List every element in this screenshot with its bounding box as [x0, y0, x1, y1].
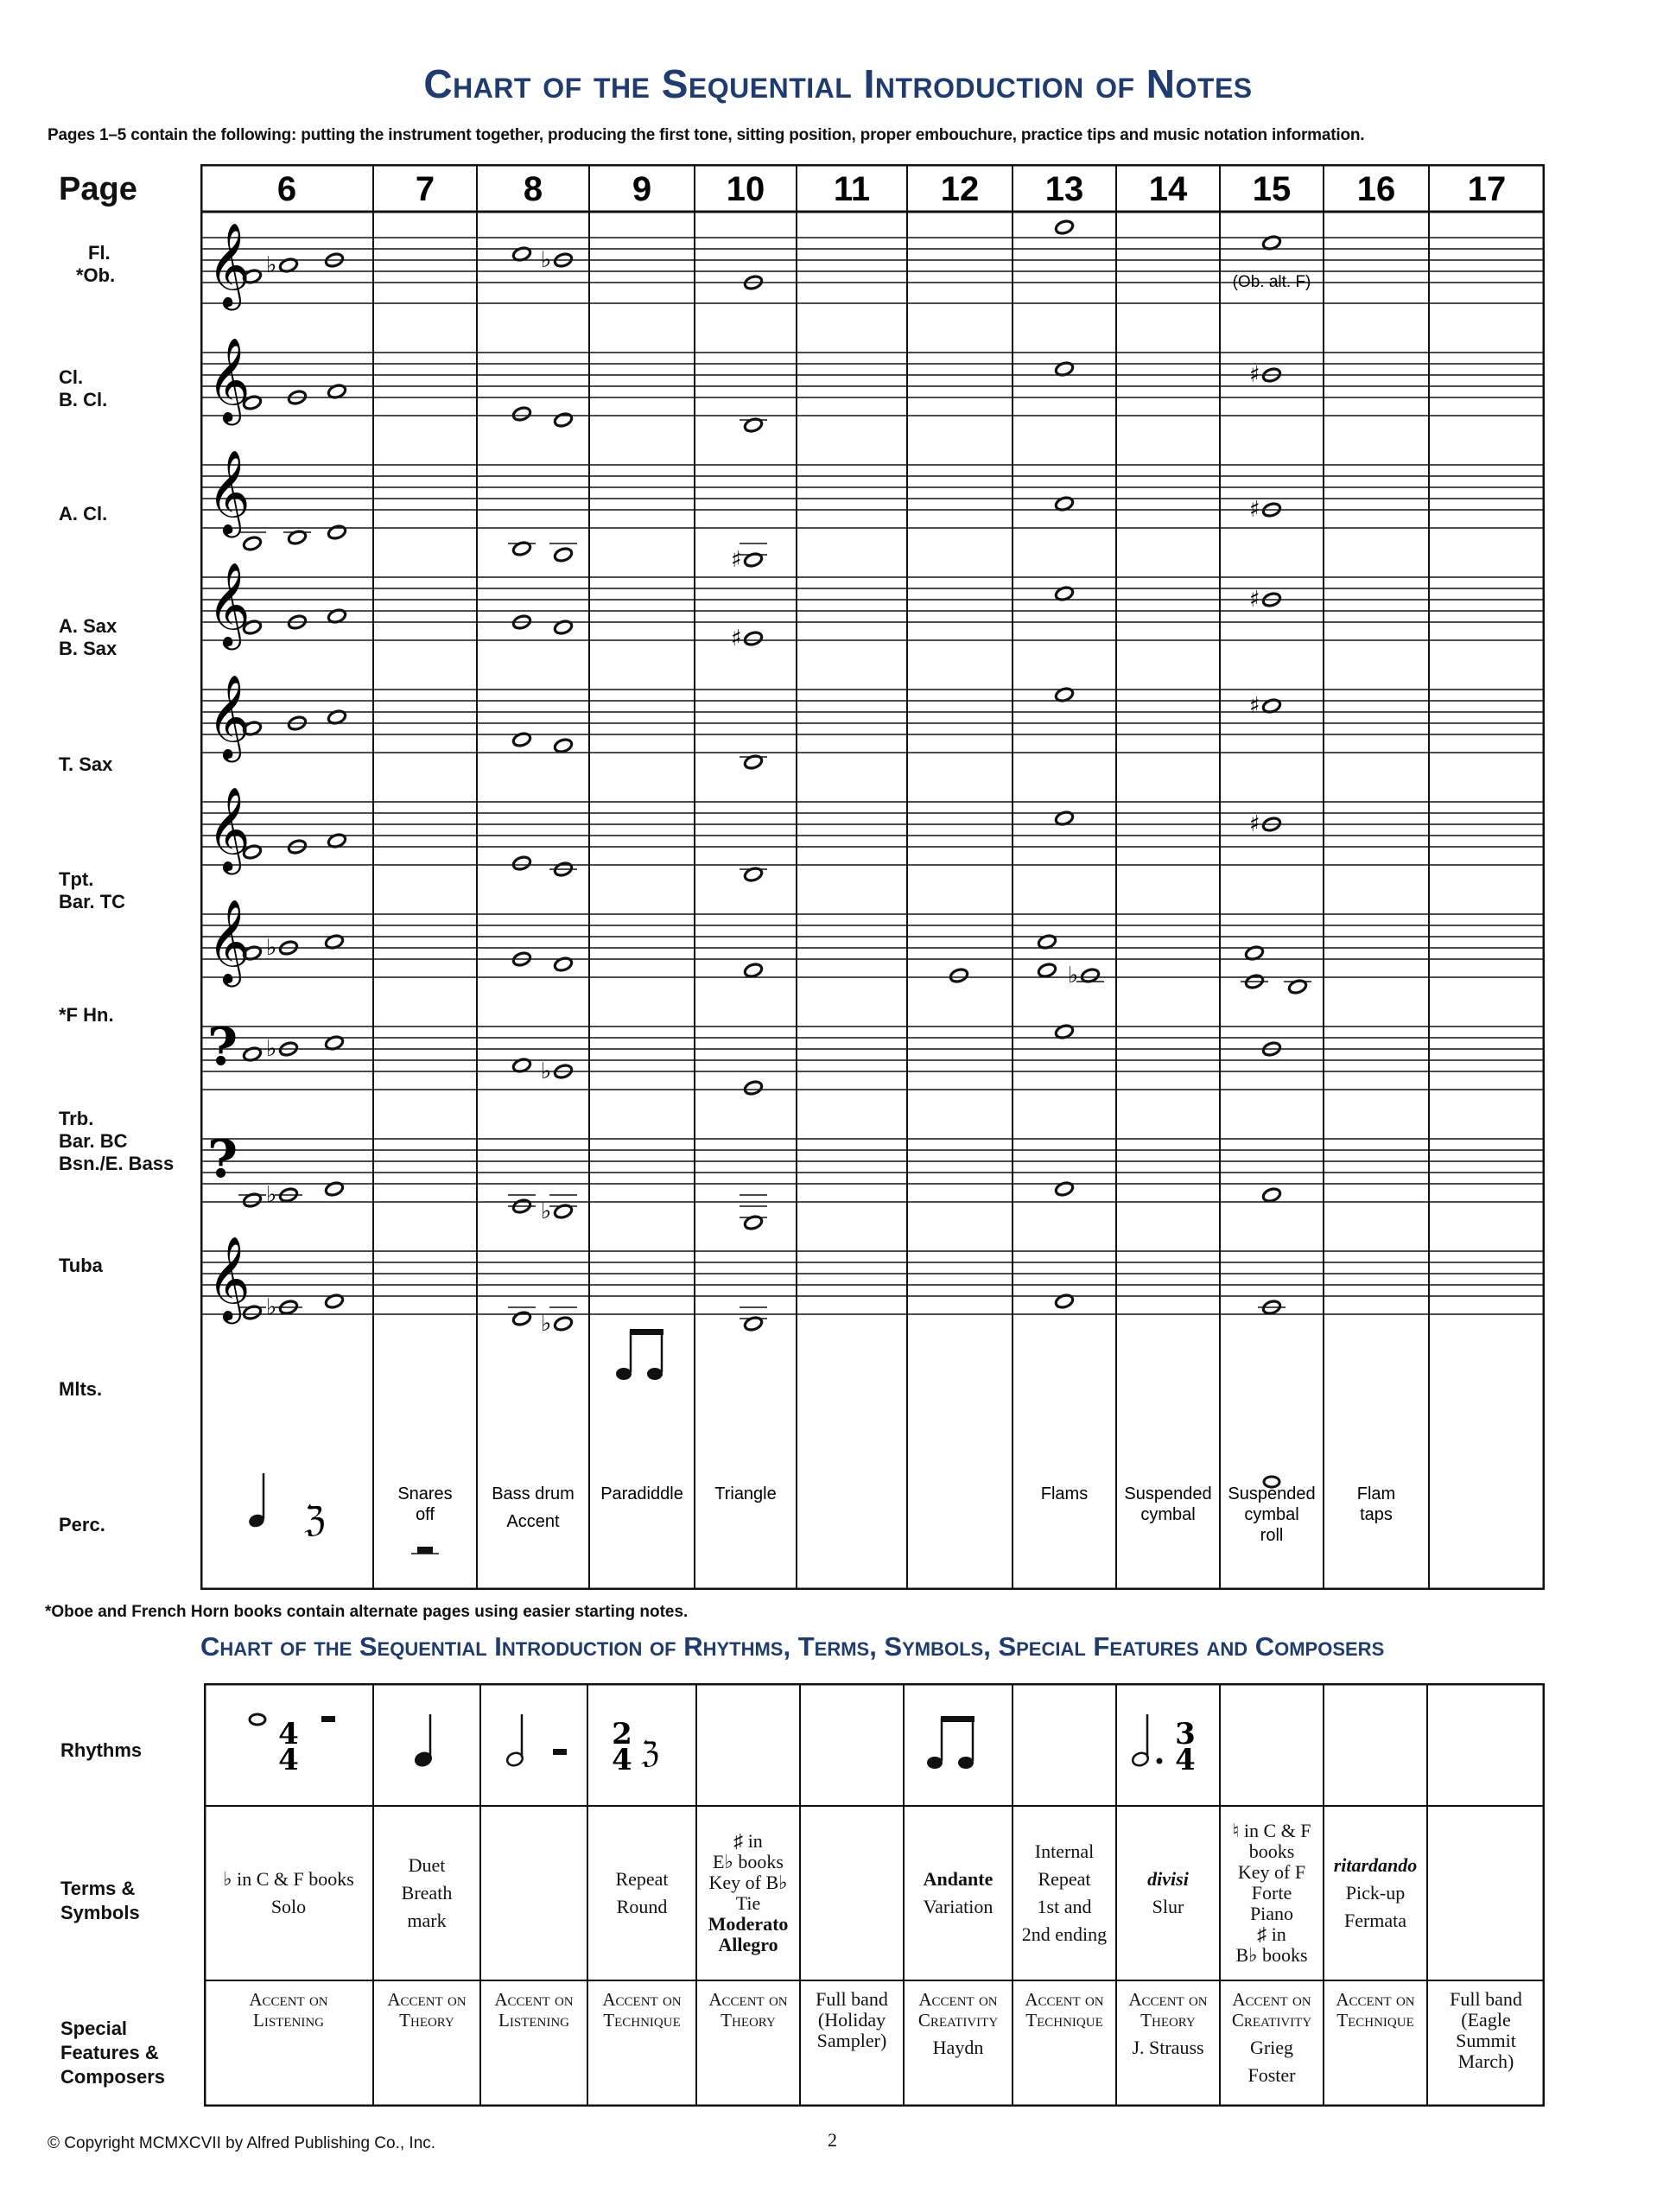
instrument-label: T. Sax — [59, 753, 113, 775]
footnote: *Oboe and French Horn books contain alternate pages using easier starting notes. — [45, 1603, 689, 1621]
term-cell: Repeat Round — [615, 1868, 669, 1917]
staff — [200, 222, 1545, 310]
special-feature-cell: Full band (Holiday Sampler) — [816, 1988, 888, 2051]
whole-note — [266, 252, 299, 278]
page-number-header: 9 — [632, 170, 652, 208]
page-title: Chart of the Sequential Introduction of Notes — [423, 61, 1253, 106]
page-number-header: 7 — [415, 170, 435, 208]
page-number-header: 10 — [726, 170, 765, 208]
page-number-header: 17 — [1467, 170, 1507, 208]
row-label-terms: Terms & Symbols — [60, 1878, 140, 1923]
whole-note — [1054, 219, 1074, 235]
rhythms-chart-title: Chart of the Sequential Introduction of Rhythms, Terms, Symbols, Special Features and Composers — [200, 1631, 1385, 1662]
whole-note — [541, 1307, 577, 1337]
whole-note — [740, 1195, 767, 1231]
page-number-header: 16 — [1356, 170, 1396, 208]
instrument-label: Perc. — [59, 1514, 105, 1535]
bass-clef-icon: ? — [207, 1129, 238, 1190]
sharp-icon: ♯ — [1249, 362, 1260, 388]
svg-text:2: 2 — [612, 1717, 632, 1751]
svg-text:4: 4 — [1175, 1743, 1196, 1777]
whole-note — [549, 543, 577, 563]
staff — [200, 1129, 1545, 1190]
special-feature-cell: Accent on Creativity Haydn — [917, 1989, 999, 2058]
term-cell: Duet Breath mark — [401, 1854, 453, 1931]
whole-note — [549, 861, 577, 877]
row-label-rhythms: Rhythms — [60, 1739, 143, 1761]
treble-clef-icon: 𝄞 — [207, 786, 251, 871]
whole-note — [266, 1294, 302, 1320]
page-number-header: 8 — [523, 170, 543, 208]
staff — [200, 449, 1545, 537]
copyright: © Copyright MCMXCVII by Alfred Publishing Co., Inc. — [48, 2134, 436, 2152]
whole-note — [1068, 963, 1104, 988]
page-label: Page — [59, 171, 137, 207]
term-cell: divisi Slur — [1147, 1868, 1189, 1917]
whole-note — [740, 753, 767, 770]
treble-clef-icon: 𝄞 — [207, 337, 251, 422]
page-number-header: 15 — [1252, 170, 1292, 208]
term-cell: ♭ in C & F books Solo — [223, 1868, 354, 1917]
perc-label: Accent — [506, 1512, 560, 1531]
perc-label: Flam — [1356, 1484, 1396, 1503]
instrument-label: Trb. Bar. BC Bsn./E. Bass — [59, 1108, 175, 1174]
sharp-icon: ♯ — [1249, 811, 1260, 837]
whole-note — [1037, 962, 1057, 978]
instrument-label: A. Cl. — [59, 503, 108, 524]
whole-note — [266, 1182, 302, 1208]
quarter-rest-icon: ℨ — [641, 1736, 659, 1770]
term-cell: ♮ in C & F books Key of F Forte Piano ♯ in B♭ books — [1232, 1820, 1311, 1966]
instrument-label: Fl. *Ob. — [76, 242, 116, 286]
whole-note — [511, 855, 531, 871]
whole-note — [508, 1195, 536, 1215]
whole-note — [1241, 973, 1268, 989]
page-number-header: 13 — [1044, 170, 1084, 208]
whole-note — [238, 532, 266, 552]
treble-clef-icon: 𝄞 — [207, 562, 251, 646]
perc-label: roll — [1260, 1526, 1284, 1545]
flat-icon: ♭ — [266, 1182, 277, 1208]
special-feature-cell: Accent on Technique — [1336, 1989, 1415, 2031]
special-feature-cell: Accent on Creativity Grieg Foster — [1231, 1989, 1312, 2086]
whole-note — [327, 524, 346, 540]
whole-note — [508, 540, 536, 556]
instrument-label: Tuba — [59, 1255, 103, 1276]
page-number-header: 11 — [833, 170, 871, 208]
notes-chart — [200, 164, 1545, 1590]
perc-label: cymbal — [1244, 1505, 1299, 1524]
staff — [200, 337, 1545, 425]
dot-icon — [1157, 1758, 1163, 1764]
svg-text:4: 4 — [612, 1743, 632, 1777]
sharp-icon: ♯ — [731, 547, 742, 573]
sharp-icon: ♯ — [1249, 497, 1260, 523]
treble-clef-icon: 𝄞 — [207, 449, 251, 534]
half-note-icon — [1131, 1714, 1150, 1768]
whole-note — [250, 1714, 265, 1725]
row-label-special: Special Features & Composers — [60, 2018, 166, 2088]
term-cell: Andante Variation — [923, 1868, 994, 1917]
staff — [200, 899, 1545, 987]
special-feature-cell: Accent on Technique — [602, 1989, 682, 2031]
eighth-notes-icon — [616, 1329, 663, 1380]
svg-text:4: 4 — [278, 1743, 299, 1777]
staff — [200, 1236, 1545, 1324]
flat-icon: ♭ — [266, 1294, 277, 1320]
whole-note — [740, 1307, 767, 1332]
whole-note — [743, 1079, 763, 1096]
page-number: 2 — [828, 2129, 837, 2151]
flat-icon: ♭ — [541, 1198, 552, 1224]
page-number-header: 14 — [1148, 170, 1188, 208]
treble-clef-icon: 𝄞 — [207, 1236, 251, 1320]
perc-label: Snares — [397, 1484, 453, 1503]
instrument-label: *F Hn. — [59, 1004, 114, 1026]
special-feature-cell: Accent on Listening — [494, 1989, 574, 2031]
whole-note — [553, 411, 573, 428]
term-cell: ritardando Pick-up Fermata — [1333, 1854, 1418, 1931]
whole-rest-icon — [321, 1716, 335, 1722]
whole-note — [1261, 1186, 1281, 1203]
time-signature — [278, 1717, 299, 1777]
flat-icon: ♭ — [1068, 963, 1079, 988]
flat-icon: ♭ — [541, 247, 552, 273]
perc-label: Triangle — [714, 1484, 777, 1503]
treble-clef-icon: 𝄞 — [207, 222, 251, 307]
whole-note — [949, 967, 968, 983]
oboe-alt-note: (Ob. alt. F) — [1232, 273, 1311, 291]
instrument-label: Cl. B. Cl. — [59, 366, 108, 410]
eighth-notes-icon — [927, 1716, 974, 1769]
perc-label: Bass drum — [492, 1484, 575, 1503]
treble-clef-icon: 𝄞 — [207, 674, 251, 759]
whole-note — [1258, 1299, 1286, 1315]
quarter-note-icon — [247, 1473, 266, 1529]
special-feature-cell: Full band (Eagle Summit March) — [1450, 1988, 1522, 2072]
whole-note — [283, 529, 311, 545]
quarter-note-icon — [414, 1714, 433, 1768]
special-feature-cell: Accent on Theory — [708, 1989, 788, 2031]
time-signature — [1175, 1717, 1196, 1777]
special-feature-cell: Accent on Theory — [387, 1989, 467, 2031]
svg-text:3: 3 — [1175, 1717, 1196, 1751]
sharp-icon: ♯ — [1249, 587, 1260, 613]
term-cell: Internal Repeat 1st and 2nd ending — [1021, 1840, 1108, 1945]
staff — [200, 786, 1545, 874]
special-feature-cell: Accent on Theory J. Strauss — [1128, 1989, 1208, 2058]
flat-icon: ♭ — [266, 1036, 277, 1062]
treble-clef-icon: 𝄞 — [207, 899, 251, 983]
instrument-label: Mlts. — [59, 1378, 103, 1400]
staff — [200, 1017, 1545, 1077]
whole-note — [238, 1192, 266, 1208]
perc-label: Suspended — [1228, 1484, 1316, 1503]
whole-note — [541, 1195, 577, 1224]
staff — [200, 562, 1545, 650]
perc-label: Paradiddle — [600, 1484, 683, 1503]
instrument-label: A. Sax B. Sax — [59, 615, 117, 659]
time-signature — [612, 1717, 632, 1777]
intro-text: Pages 1–5 contain the following: putting the instrument together, producing the first tone, sitting position, proper embouchure, practice tips and music notation information. — [48, 126, 1365, 144]
flat-icon: ♭ — [541, 1311, 552, 1337]
flat-icon: ♭ — [266, 935, 277, 961]
whole-note — [1284, 978, 1311, 995]
instrument-label: Tpt. Bar. TC — [59, 868, 126, 912]
sharp-icon: ♯ — [1249, 693, 1260, 719]
special-feature-cell: Accent on Listening — [249, 1989, 328, 2031]
whole-note — [743, 962, 763, 978]
whole-note — [553, 737, 573, 753]
perc-label: off — [416, 1505, 435, 1524]
whole-note — [731, 626, 764, 652]
whole-note — [511, 405, 531, 422]
special-feature-cell: Accent on Technique — [1025, 1989, 1104, 2031]
half-rest-icon — [417, 1547, 433, 1554]
bass-clef-icon: ? — [207, 1017, 238, 1077]
perc-label: Flams — [1040, 1484, 1089, 1503]
svg-text:4: 4 — [278, 1717, 299, 1751]
term-cell: ♯ in E♭ books Key of B♭ Tie Moderato Allegro — [708, 1830, 789, 1955]
sharp-icon: ♯ — [731, 626, 742, 652]
quarter-rest-icon: ℨ — [304, 1500, 326, 1540]
flat-icon: ♭ — [266, 252, 277, 278]
whole-note — [731, 543, 767, 573]
whole-note — [740, 866, 767, 882]
half-rest-icon — [553, 1749, 567, 1755]
perc-label: taps — [1360, 1505, 1393, 1524]
perc-label: Suspended — [1124, 1484, 1212, 1503]
whole-note — [740, 416, 767, 433]
flat-icon: ♭ — [541, 1058, 552, 1084]
perc-label: cymbal — [1140, 1505, 1196, 1524]
page-number-header: 12 — [940, 170, 980, 208]
whole-note — [1249, 693, 1282, 719]
staff — [200, 674, 1545, 762]
whole-note — [508, 1307, 536, 1327]
page-number-header: 6 — [276, 170, 297, 208]
half-note-icon — [505, 1714, 524, 1768]
